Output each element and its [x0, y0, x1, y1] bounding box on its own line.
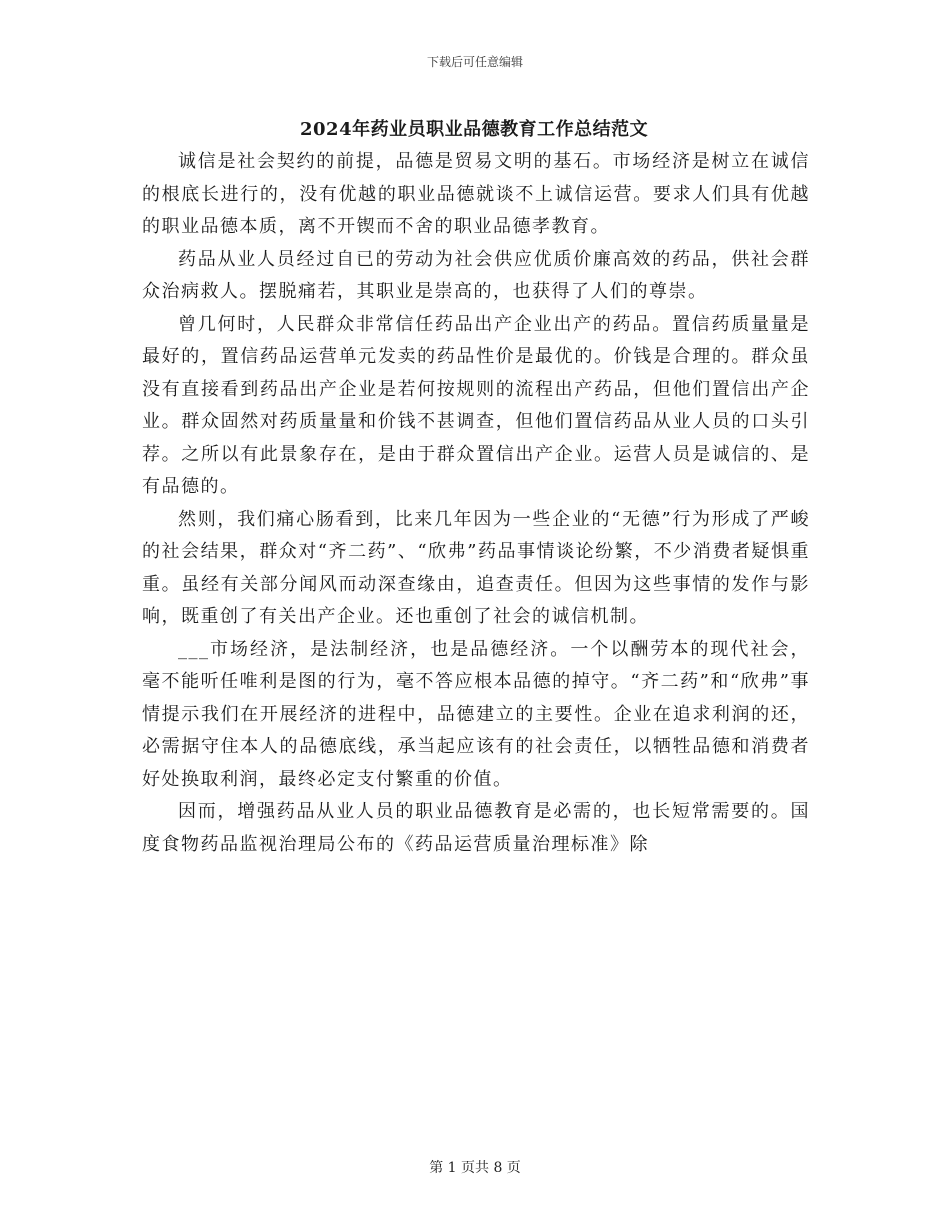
paragraph-5: ___市场经济，是法制经济，也是品德经济。一个以酬劳本的现代社会，毫不能听任唯利是图的行为，毫不答应根本品德的掉守。“齐二药”和“欣弗”事情提示我们在开展经济的进程中，品德建立的主要性。企业在追求利润的还，必需据守住本人的品德底线，承当起应该有的社会责任，以牺牲品德和消费者好处换取利润，最终必定支付繁重的价值。 — [142, 638, 810, 790]
paragraph-3: 曾几何时，人民群众非常信任药品出产企业出产的药品。置信药质量量是最好的，置信药品运营单元发卖的药品性价是最优的。价钱是合理的。群众虽没有直接看到药品出产企业是若何按规则的流程出产药品，但他们置信出产企业。群众固然对药质量量和价钱不甚调查，但他们置信药品从业人员的口头引荐。之所以有此景象存在，是由于群众置信出产企业。运营人员是诚信的、是有品德的。 — [142, 313, 810, 497]
header-note: 下载后可任意编辑 — [426, 55, 523, 69]
paragraph-2: 药品从业人员经过自已的劳动为社会供应优质价廉高效的药品，供社会群众治病救人。摆脱痛若，其职业是崇高的，也获得了人们的尊崇。 — [142, 248, 810, 302]
document-title: 2024年药业员职业品德教育工作总结范文 — [300, 119, 649, 140]
paragraph-6: 因而，增强药品从业人员的职业品德教育是必需的，也长短常需要的。国度食物药品监视治理局公布的《药品运营质量治理标准》除 — [142, 801, 810, 855]
document-body — [142, 146, 810, 861]
paragraph-1: 诚信是社会契约的前提，品德是贸易文明的基石。市场经济是树立在诚信的根底长进行的，没有优越的职业品德就谈不上诚信运营。要求人们具有优越的职业品德本质，离不开锲而不舍的职业品德孝教育。 — [142, 151, 810, 237]
page-number: 第 1 页共 8 页 — [429, 1160, 521, 1176]
paragraph-4: 然则，我们痛心肠看到，比来几年因为一些企业的“无德”行为形成了严峻的社会结果，群众对“齐二药”、“欣弗”药品事情谈论纷繁，不少消费者疑惧重重。虽经有关部分闻风而动深查缘由，追查责任。但因为这些事情的发作与影响，既重创了有关出产企业。还也重创了社会的诚信机制。 — [142, 508, 810, 627]
